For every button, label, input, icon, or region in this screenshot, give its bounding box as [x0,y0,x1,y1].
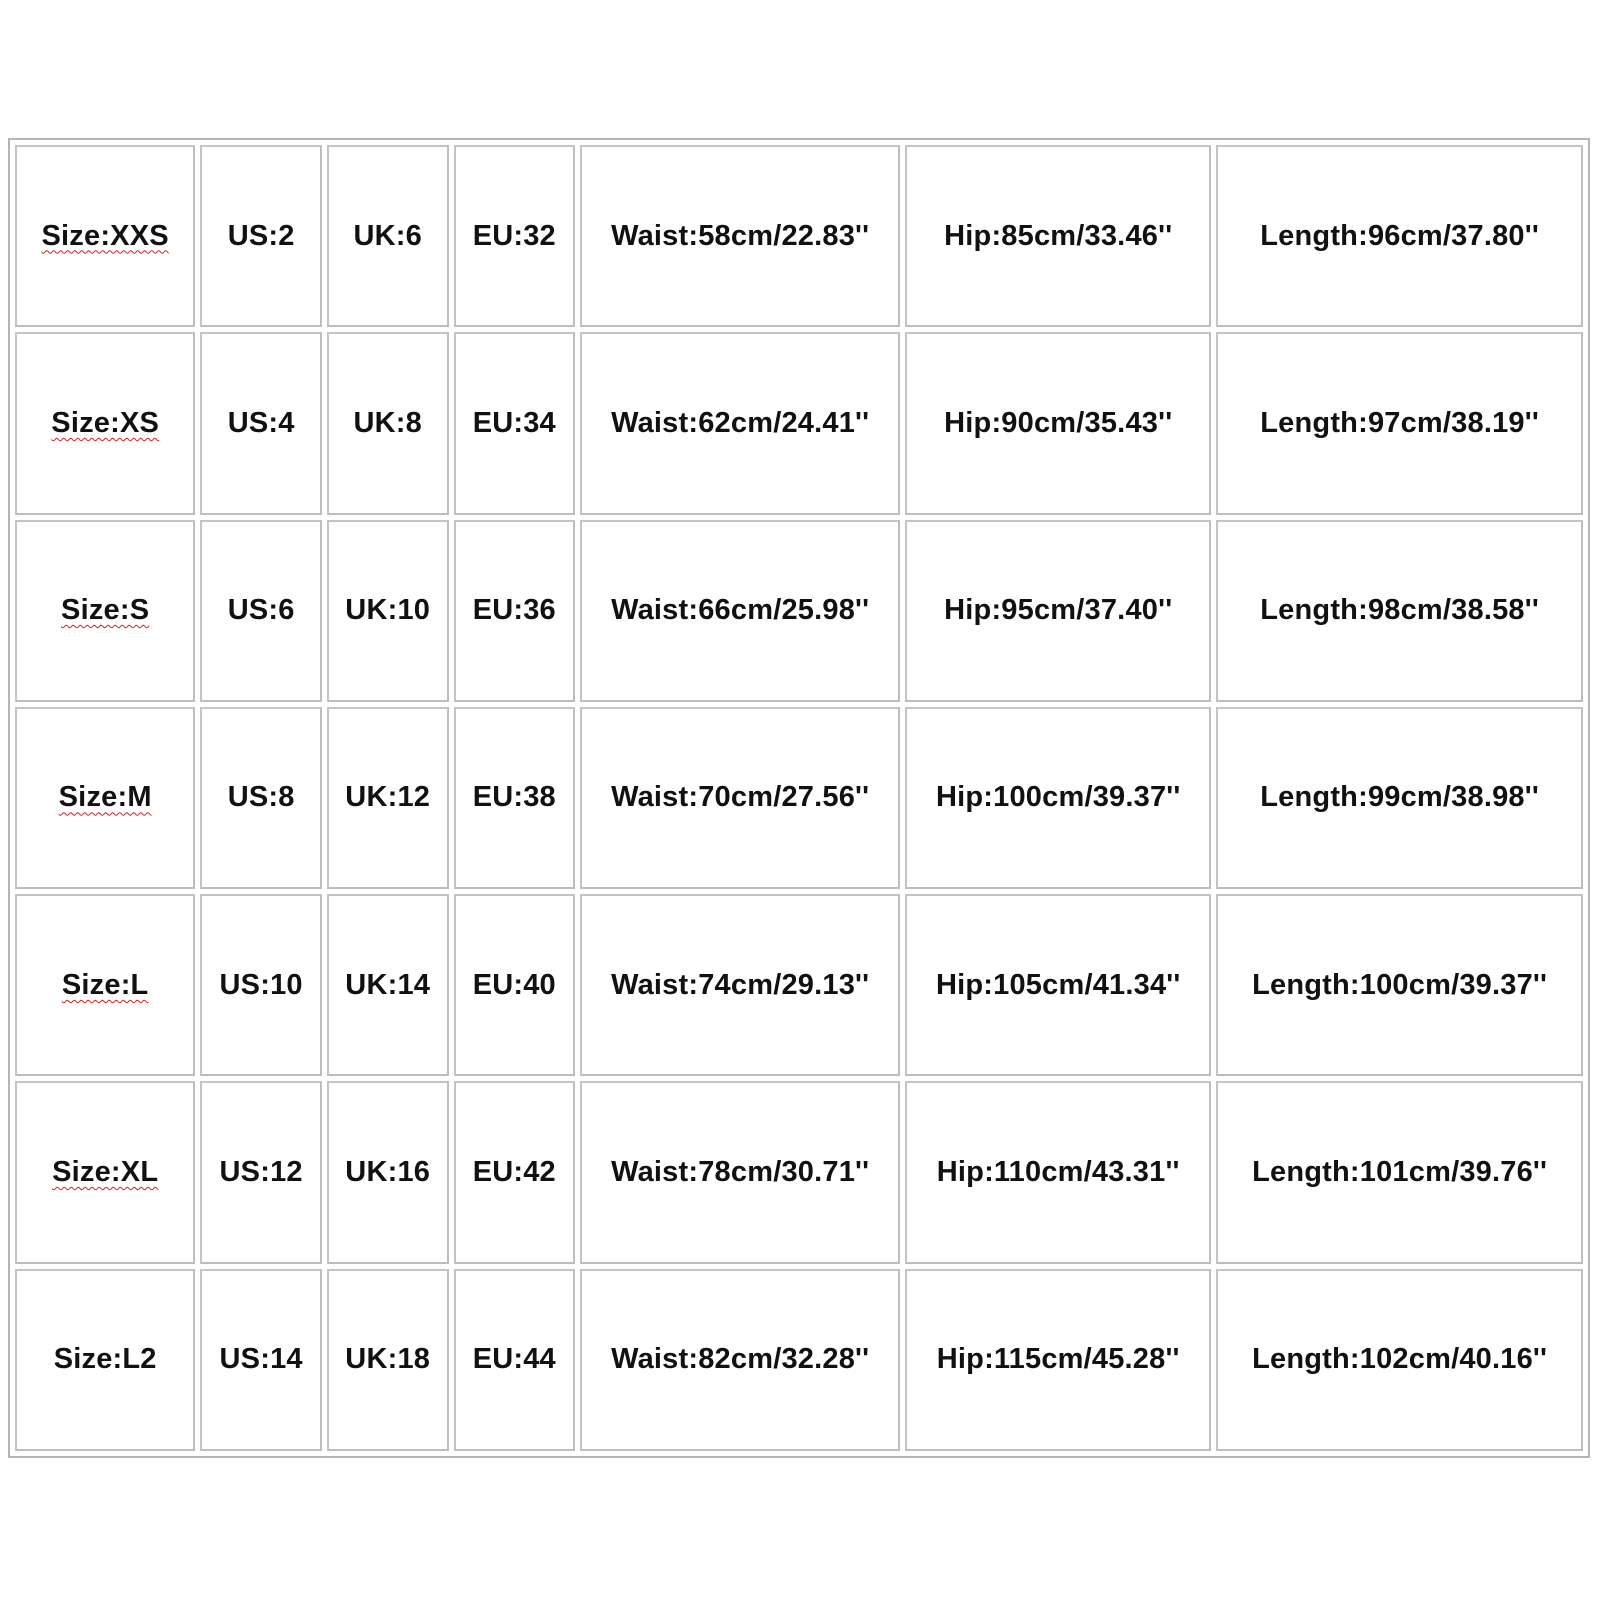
uk-size-cell: UK:12 [327,707,449,889]
us-size-cell: US:12 [200,1081,322,1263]
size-label: Size:XL [52,1156,159,1189]
size-cell [15,707,195,889]
size-label: Size:XXS [41,219,169,252]
us-size-cell: US:8 [200,707,322,889]
us-size-cell: US:4 [200,332,322,514]
uk-size-cell: UK:8 [327,332,449,514]
size-label: Size:M [58,781,152,814]
size-label: Size:XS [51,406,160,439]
waist-cell: Waist:82cm/32.28'' [580,1269,900,1451]
size-label: Size:S [61,594,150,627]
waist-cell: Waist:70cm/27.56'' [580,707,900,889]
size-table [10,140,1588,1456]
eu-size-cell: EU:44 [454,1269,576,1451]
hip-cell: Hip:95cm/37.40'' [905,520,1211,702]
size-chart [8,138,1590,1458]
length-cell: Length:102cm/40.16'' [1216,1269,1583,1451]
length-cell: Length:99cm/38.98'' [1216,707,1583,889]
length-cell: Length:96cm/37.80'' [1216,145,1583,327]
size-cell [15,1269,195,1451]
table-row [15,520,1583,702]
table-row [15,707,1583,889]
us-size-cell: US:2 [200,145,322,327]
waist-cell: Waist:66cm/25.98'' [580,520,900,702]
table-row [15,145,1583,327]
eu-size-cell: EU:36 [454,520,576,702]
hip-cell: Hip:115cm/45.28'' [905,1269,1211,1451]
us-size-cell: US:6 [200,520,322,702]
size-cell [15,520,195,702]
size-label: Size:L2 [53,1343,157,1376]
size-cell [15,1081,195,1263]
eu-size-cell: EU:40 [454,894,576,1076]
eu-size-cell: EU:32 [454,145,576,327]
length-cell: Length:98cm/38.58'' [1216,520,1583,702]
size-label: Size:L [61,968,149,1001]
uk-size-cell: UK:18 [327,1269,449,1451]
uk-size-cell: UK:6 [327,145,449,327]
hip-cell: Hip:90cm/35.43'' [905,332,1211,514]
table-row [15,894,1583,1076]
length-cell: Length:100cm/39.37'' [1216,894,1583,1076]
hip-cell: Hip:100cm/39.37'' [905,707,1211,889]
hip-cell: Hip:85cm/33.46'' [905,145,1211,327]
uk-size-cell: UK:10 [327,520,449,702]
hip-cell: Hip:105cm/41.34'' [905,894,1211,1076]
waist-cell: Waist:58cm/22.83'' [580,145,900,327]
size-cell [15,145,195,327]
length-cell: Length:97cm/38.19'' [1216,332,1583,514]
table-row [15,332,1583,514]
table-row [15,1081,1583,1263]
hip-cell: Hip:110cm/43.31'' [905,1081,1211,1263]
eu-size-cell: EU:42 [454,1081,576,1263]
waist-cell: Waist:74cm/29.13'' [580,894,900,1076]
uk-size-cell: UK:16 [327,1081,449,1263]
table-row [15,1269,1583,1451]
waist-cell: Waist:78cm/30.71'' [580,1081,900,1263]
size-cell [15,332,195,514]
length-cell: Length:101cm/39.76'' [1216,1081,1583,1263]
waist-cell: Waist:62cm/24.41'' [580,332,900,514]
eu-size-cell: EU:38 [454,707,576,889]
uk-size-cell: UK:14 [327,894,449,1076]
size-cell [15,894,195,1076]
eu-size-cell: EU:34 [454,332,576,514]
us-size-cell: US:10 [200,894,322,1076]
us-size-cell: US:14 [200,1269,322,1451]
